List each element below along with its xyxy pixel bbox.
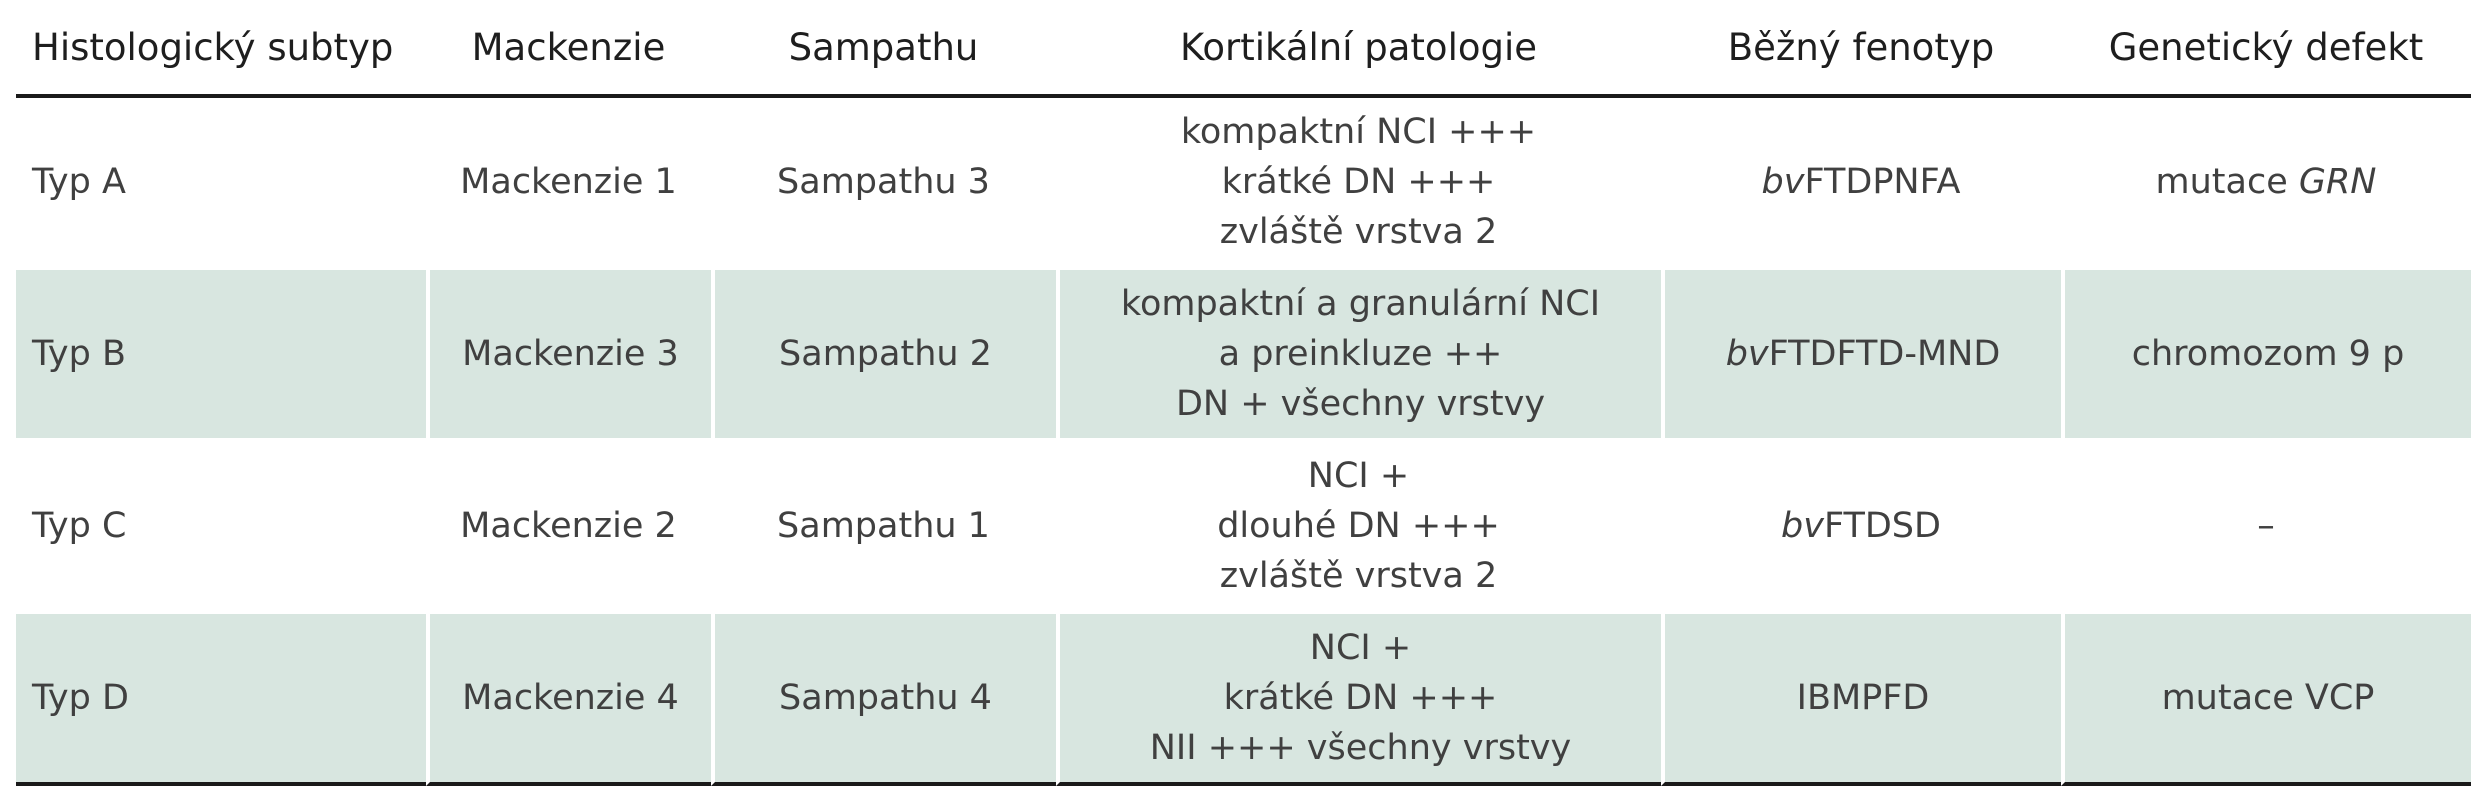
defect-text: mutace: [2155, 162, 2299, 202]
defect-text: chromozom 9 p: [2131, 334, 2405, 374]
cell-mackenzie: Mackenzie 2: [426, 442, 711, 614]
cell-subtype: Typ A: [16, 98, 426, 270]
table-row: [16, 270, 2471, 442]
phenotype-text: FTDSD: [1823, 506, 1941, 546]
cell-cortical-pathology: [1056, 614, 1661, 786]
cell-mackenzie: Mackenzie 3: [426, 270, 711, 442]
pathology-line: zvláště vrstva 2: [1219, 556, 1498, 596]
cell-phenotype: [1661, 442, 2061, 614]
header-histological-subtype: Histologický subtyp: [16, 0, 426, 98]
cell-genetic-defect: [2061, 442, 2471, 614]
phenotype-prefix: bv: [1725, 334, 1769, 374]
cell-phenotype: [1661, 98, 2061, 270]
defect-text: mutace VCP: [2161, 678, 2375, 718]
pathology-line: krátké DN +++: [1223, 678, 1498, 718]
cell-phenotype: [1661, 270, 2061, 442]
pathology-line: NCI +: [1309, 628, 1412, 668]
header-mackenzie: Mackenzie: [426, 0, 711, 98]
pathology-line: a preinkluze ++: [1218, 334, 1503, 374]
cell-cortical-pathology: [1056, 442, 1661, 614]
table-row: [16, 614, 2471, 786]
cell-subtype: Typ C: [16, 442, 426, 614]
phenotype-text: IBMPFD: [1796, 678, 1930, 718]
cell-genetic-defect: [2061, 614, 2471, 786]
pathology-line: DN + všechny vrstvy: [1175, 384, 1546, 424]
table-row: [16, 98, 2471, 270]
header-genetic-defect: Genetický defekt: [2061, 0, 2471, 98]
pathology-line: dlouhé DN +++: [1217, 506, 1500, 546]
cell-sampathu: Sampathu 1: [711, 442, 1056, 614]
header-sampathu: Sampathu: [711, 0, 1056, 98]
header-row: [16, 0, 2471, 98]
cell-cortical-pathology: [1056, 98, 1661, 270]
cell-subtype: Typ D: [16, 614, 426, 786]
cell-sampathu: Sampathu 3: [711, 98, 1056, 270]
cell-genetic-defect: [2061, 98, 2471, 270]
cell-cortical-pathology: [1056, 270, 1661, 442]
pathology-line: NCI +: [1307, 456, 1410, 496]
cell-sampathu: Sampathu 2: [711, 270, 1056, 442]
pathology-line: kompaktní NCI +++: [1180, 112, 1537, 152]
phenotype-prefix: bv: [1781, 506, 1824, 546]
pathology-line: kompaktní a granulární NCI: [1120, 284, 1601, 324]
pathology-line: zvláště vrstva 2: [1219, 212, 1498, 252]
cell-sampathu: Sampathu 4: [711, 614, 1056, 786]
defect-text: –: [2257, 506, 2275, 546]
table-body: [16, 98, 2471, 786]
phenotype-prefix: bv: [1761, 162, 1805, 202]
cell-mackenzie: Mackenzie 1: [426, 98, 711, 270]
defect-gene: GRN: [2298, 162, 2377, 202]
table-header: [16, 0, 2471, 98]
cell-subtype: Typ B: [16, 270, 426, 442]
cell-genetic-defect: [2061, 270, 2471, 442]
cell-phenotype: [1661, 614, 2061, 786]
header-common-phenotype: Běžný fenotyp: [1661, 0, 2061, 98]
phenotype-text: FTDFTD-MND: [1768, 334, 2001, 374]
phenotype-text: FTDPNFA: [1804, 162, 1961, 202]
cell-mackenzie: Mackenzie 4: [426, 614, 711, 786]
pathology-line: NII +++ všechny vrstvy: [1149, 728, 1572, 768]
ftld-tdp-classification-table: [16, 0, 2471, 786]
pathology-line: krátké DN +++: [1221, 162, 1496, 202]
table-row: [16, 442, 2471, 614]
header-cortical-pathology: Kortikální patologie: [1056, 0, 1661, 98]
